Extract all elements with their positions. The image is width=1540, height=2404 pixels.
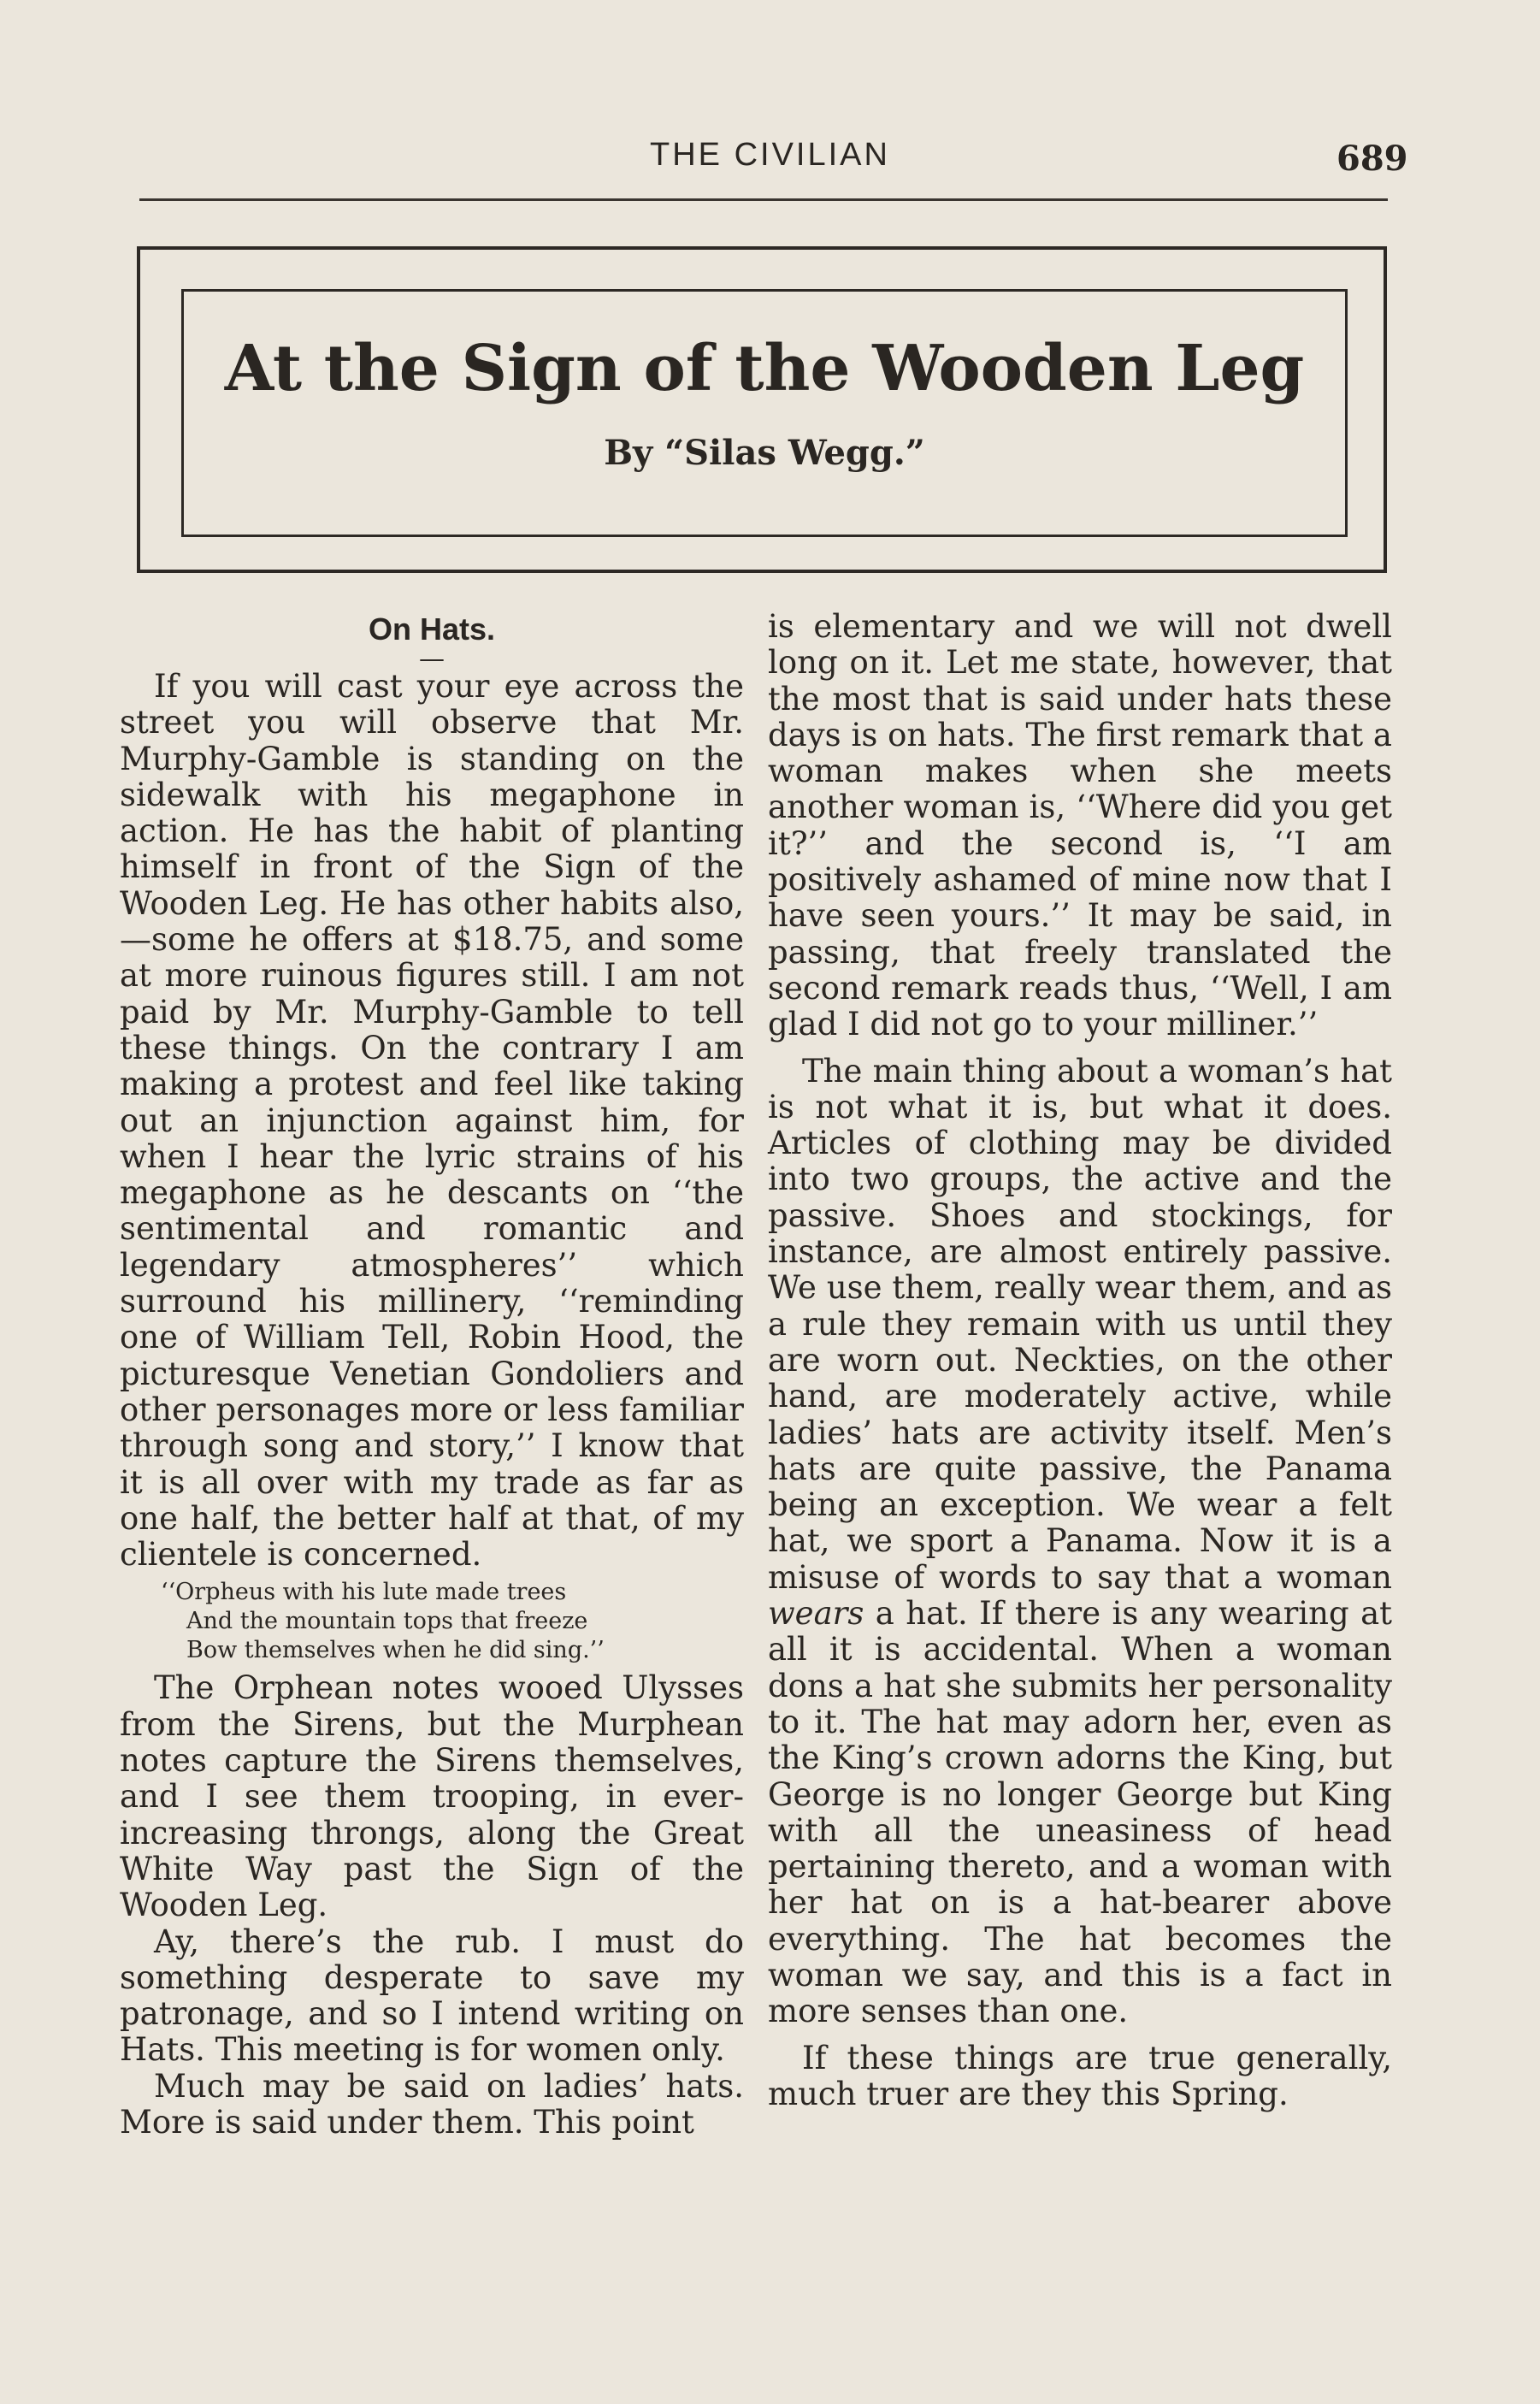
paragraph: The Orphean notes wooed Ulysses from the Sirens, but the Murphean notes capture the Sirens themselves, and I see them trooping, in ever-increasing throngs, along the Great White Way past the Sign of the Wooden Leg. <box>120 1669 744 1924</box>
header-rule <box>139 198 1388 201</box>
paragraph-text: a hat. If there is any wearing at all it is accidental. When a woman dons a hat she submits her personality to it. The hat may adorn her, even as the King’s crown adorns the King, but George is no longer George but King with all the uneasiness of head pertaining thereto, and a woman with her hat on is a hat-bearer above everything. The hat becomes the woman we say, and this is a fact in more senses than one. <box>768 1595 1392 2030</box>
paragraph <box>768 1054 1392 2030</box>
paragraph-text: The main thing about a woman’s hat is not what it is, but what it does. Articles of clothing may be divided into two groups, the active and the passive. Shoes and stockings, for instance, are almost entirely passive. We use them, really wear them, and as a rule they remain with us until they are worn out. Neckties, on the other hand, are moderately active, while ladies’ hats are activity itself. Men’s hats are quite passive, the Panama being an exception. We wear a felt hat, we sport a Panama. Now it is a misuse of words to say that a woman <box>768 1052 1392 1596</box>
italic-word: wears <box>768 1595 864 1633</box>
verse-line: Bow themselves when he did sing.’’ <box>186 1637 605 1664</box>
verse-line: And the mountain tops that freeze <box>186 1608 588 1635</box>
paragraph: is elementary and we will not dwell long on it. Let me state, however, that the most that is said under hats these days is on hats. The first remark that a woman makes when she meets another woman is, ‘‘Where did you get it?’’ and the second is, ‘‘I am positively ashamed of mine now that I have seen yours.’’ It may be said, in passing, that freely translated the second remark reads thus, ‘‘Well, I am glad I did not go to your milliner.’’ <box>768 608 1392 1043</box>
paragraph: If you will cast your eye across the street you will observe that Mr. Murphy-Gamble is standing on the sidewalk with his megaphone in action. He has the habit of planting himself in front of the Sign of the Wooden Leg. He has other habits also,—some he offers at $18.75, and some at more ruinous figures still. I am not paid by Mr. Murphy-Gamble to tell these things. On the contrary I am making a protest and feel like taking out an injunction against him, for when I hear the lyric strains of his megaphone as he descants on ‘‘the sentimental and romantic and legendary atmospheres’’ which surround his millinery, ‘‘reminding one of William Tell, Robin Hood, the picturesque Venetian Gondoliers and other personages more or less familiar through song and story,’’ I know that it is all over with my trade as far as one half, the better half at that, of my clientele is concerned. <box>120 668 744 1574</box>
left-column <box>120 609 744 2141</box>
title-inner-frame <box>181 289 1348 537</box>
verse-quote <box>161 1578 744 1665</box>
paragraph: Ay, there’s the rub. I must do something desperate to save my patronage, and so I intend writing on Hats. This meeting is for women only. <box>120 1923 744 2069</box>
paragraph: Much may be said on ladies’ hats. More is said under them. This point <box>120 2067 744 2141</box>
right-column <box>768 609 1392 2112</box>
heading-dash: — <box>419 644 445 674</box>
paragraph: If these things are true generally, much truer are they this Spring. <box>768 2039 1392 2112</box>
section-heading: On Hats. <box>368 611 496 647</box>
article-title: At the Sign of the Wooden Leg <box>224 332 1305 405</box>
article-byline: By “Silas Wegg.” <box>604 433 925 473</box>
running-head: THE CIVILIAN <box>650 137 890 173</box>
page-number: 689 <box>1336 139 1408 179</box>
verse-line: ‘‘Orpheus with his lute made trees <box>161 1579 567 1606</box>
